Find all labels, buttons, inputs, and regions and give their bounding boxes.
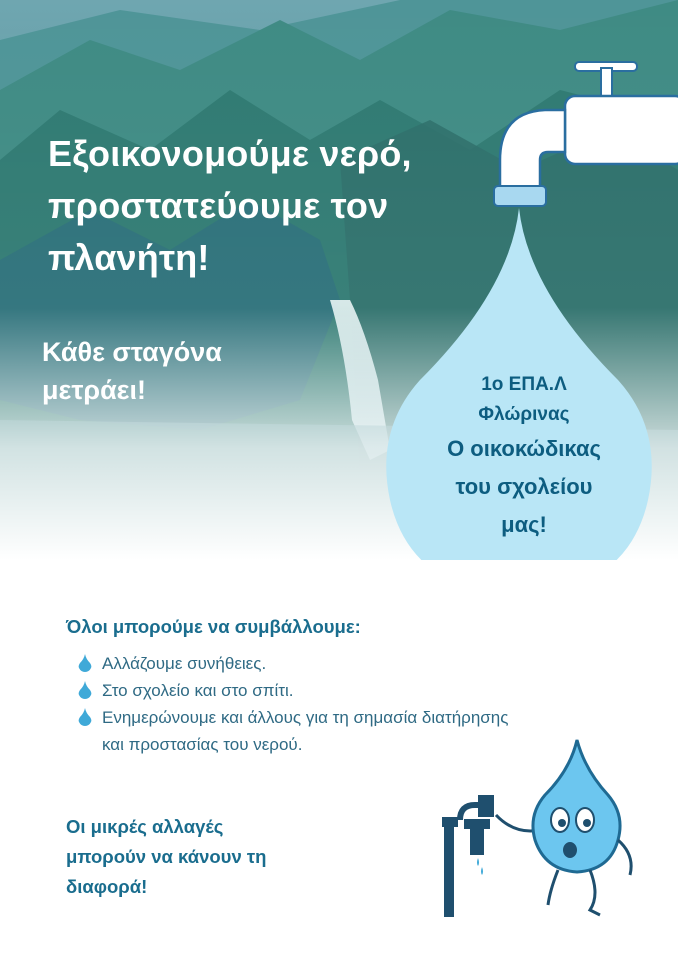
school-name-line: Φλώρινας: [478, 404, 570, 425]
ecocode-line: Ο οικοκώδικας: [447, 436, 601, 461]
list-item-text: Ενημερώνουμε και άλλους για τη σημασία διατήρησης: [102, 708, 509, 727]
ecocode-line: μας!: [501, 512, 547, 537]
small-faucet-icon: [442, 795, 494, 917]
section-heading: Όλοι μπορούμε να συμβάλλουμε:: [66, 616, 361, 637]
water-drop-mascot: [440, 735, 640, 920]
water-drop-icon: [78, 681, 92, 699]
closing-line: μπορούν να κάνουν τη: [66, 846, 267, 867]
ecocode-line: του σχολείου: [455, 474, 593, 499]
headline: [48, 128, 488, 284]
headline-line: προστατεύουμε τον: [48, 185, 389, 226]
water-drop-icon: [78, 708, 92, 726]
drop-text: [394, 370, 654, 544]
school-name-line: 1ο ΕΠΑ.Λ: [481, 374, 567, 395]
list-item: [78, 650, 658, 677]
water-drop-icon: [78, 654, 92, 672]
list-item-text: Στο σχολείο και στο σπίτι.: [102, 681, 294, 700]
subheadline-line: Κάθε σταγόνα: [42, 337, 222, 367]
list-item-text: Αλλάζουμε συνήθειες.: [102, 654, 267, 673]
list-item-text: και προστασίας του νερού.: [102, 735, 303, 754]
list-item: [78, 677, 658, 704]
closing-line: διαφορά!: [66, 876, 148, 897]
subheadline: [42, 333, 302, 409]
closing-message: [66, 812, 386, 902]
headline-line: πλανήτη!: [48, 237, 210, 278]
headline-line: Εξοικονομούμε νερό,: [48, 133, 412, 174]
closing-line: Οι μικρές αλλαγές: [66, 816, 224, 837]
subheadline-line: μετράει!: [42, 375, 146, 405]
